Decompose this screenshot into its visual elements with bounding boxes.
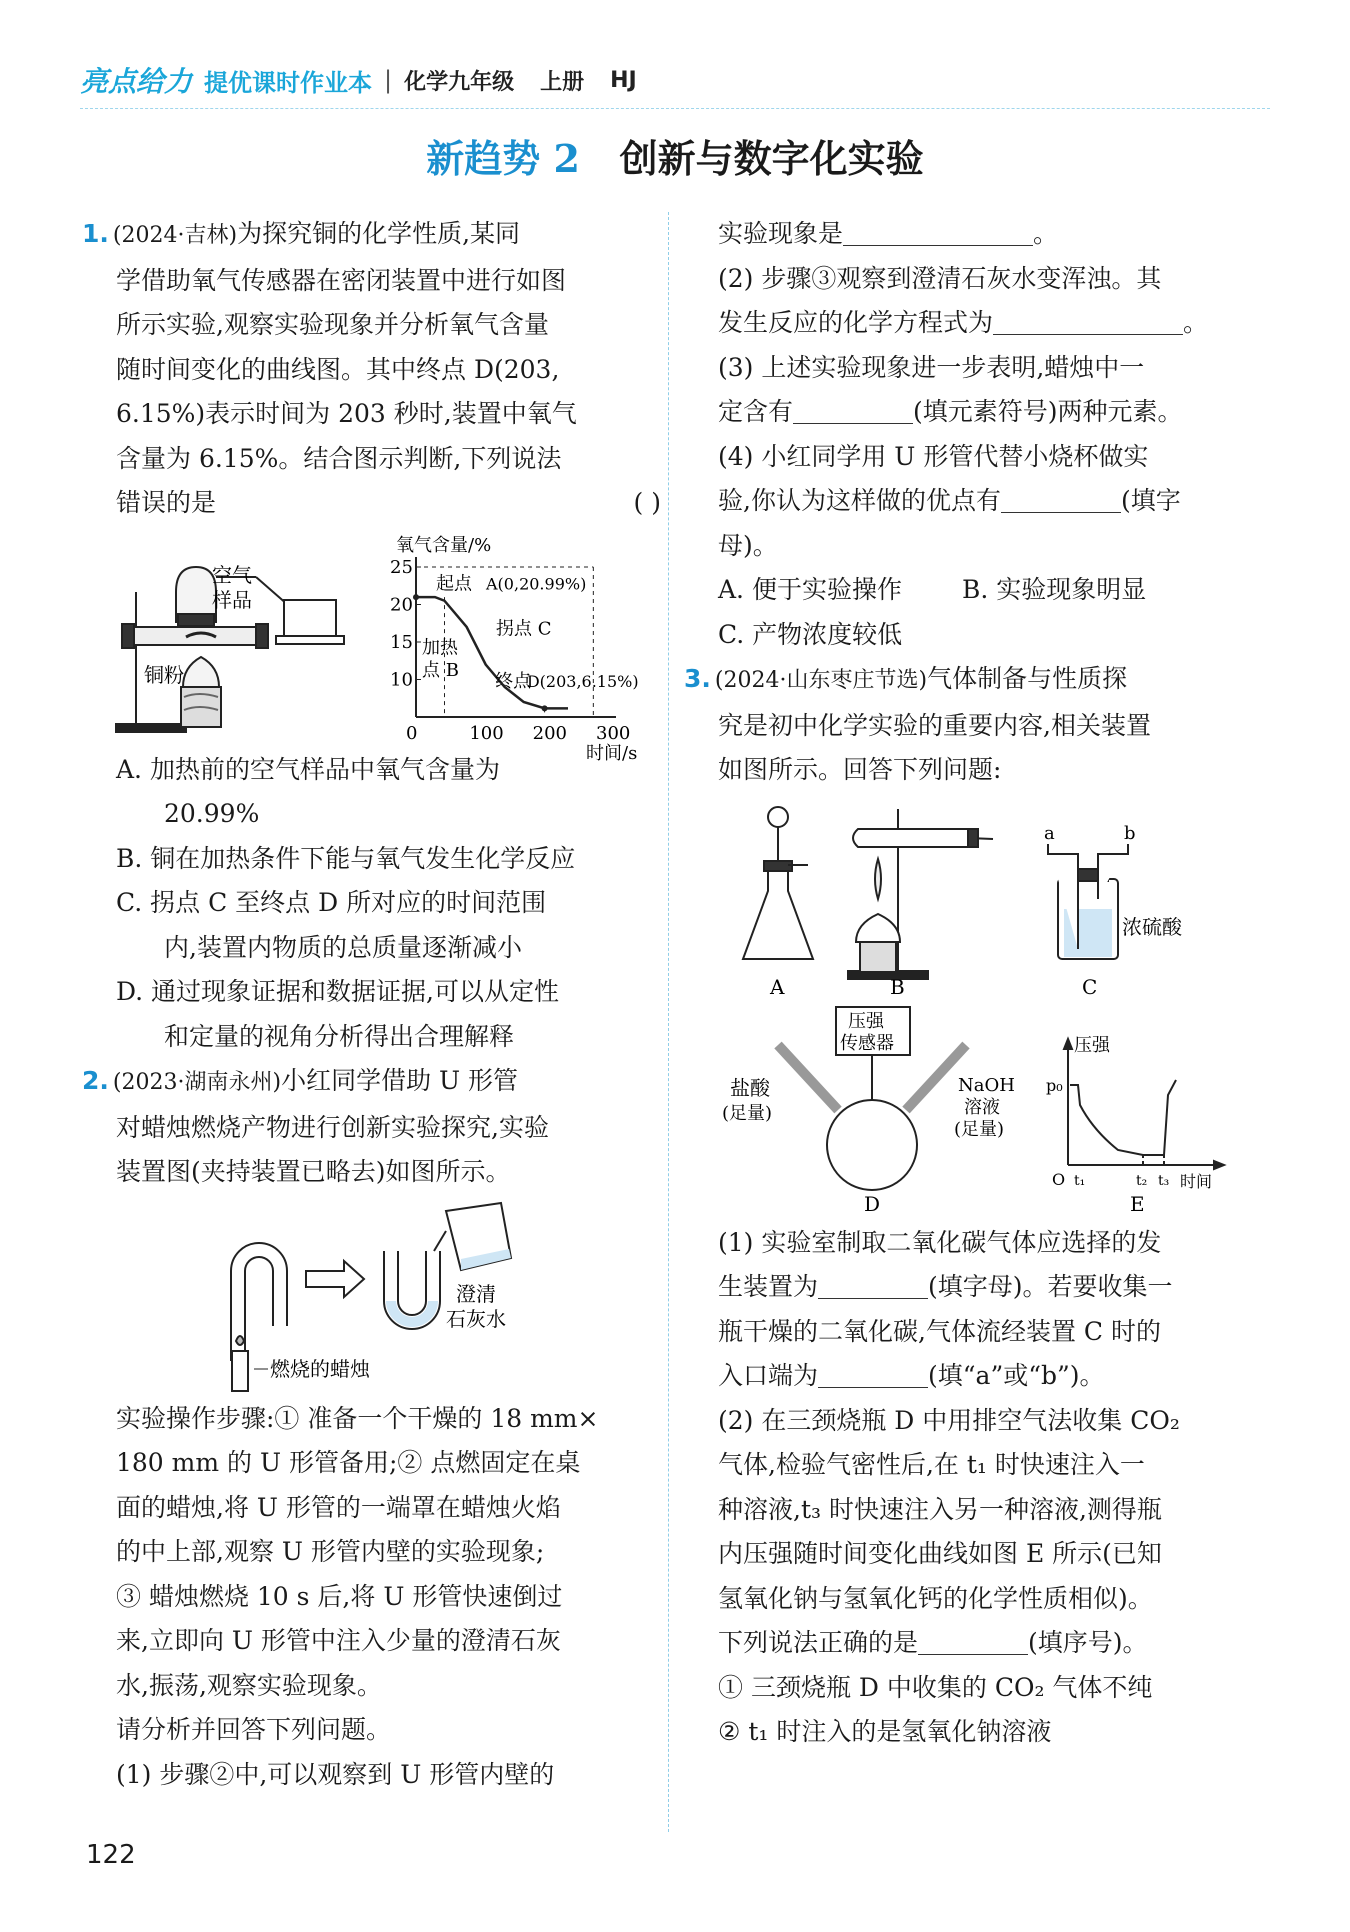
q1-line: 随时间变化的曲线图。其中终点 D(203, [116,354,560,384]
x-tick-label: 300 [596,722,631,744]
q2-text: 实验现象是 [718,219,844,248]
q1-option-d: D. 通过现象证据和数据证据,可以从定性 [116,977,559,1006]
answer-parenthesis: ( ) [633,488,661,517]
subject: 化学九年级 [404,69,515,95]
copper-apparatus [116,567,296,732]
q1-line: 6.15%)表示时间为 203 秒时,装置中氧气 [116,399,577,428]
hcl-label-2: (足量) [722,1102,773,1124]
answer-blank[interactable] [818,1357,928,1388]
q2-option-c: C. 产物浓度较低 [718,619,903,649]
time-axis-title: 时间 [1180,1171,1213,1191]
title-text: 创新与数字化实验 [619,136,924,181]
p0-label: p₀ [1046,1075,1063,1095]
heat-label-2: 点 B [422,659,459,681]
candle-label: 燃烧的蜡烛 [270,1356,370,1381]
q2-step: ③ 蜡烛燃烧 10 s 后,将 U 形管快速倒过 [116,1581,563,1611]
q2-line: 对蜡烛燃烧产物进行创新实验探究,实验 [116,1112,549,1142]
page-header [80,60,663,100]
sensor-label-1: 压强 [848,1010,884,1032]
air-label-2: 样品 [212,587,252,612]
q1-option-c: C. 拐点 C 至终点 D 所对应的时间范围 [116,888,547,917]
arrow-icon [306,1261,364,1297]
q2-number: 2. [82,1066,109,1095]
start-label: 起点 [436,573,472,594]
answer-blank[interactable] [843,215,1033,246]
q3-text: (1) 实验室制取二氧化碳气体应选择的发 [718,1227,1162,1257]
q3-text: 气体制备与性质探 [927,664,1128,693]
q3-text [718,1621,1258,1666]
label-e: E [1130,1191,1145,1216]
y-tick-label: 10 [390,669,413,690]
x-tick-label: 100 [469,722,504,744]
q3-statement-2: ② t₁ 时注入的是氢氧化钠溶液 [718,1717,1052,1746]
q3-text: 入口端为 [718,1361,819,1390]
copper-label: 铜粉 [144,662,184,687]
answer-blank[interactable] [793,393,913,424]
q2-cont: 母)。 [718,530,778,560]
hcl-label-1: 盐酸 [730,1075,770,1100]
q3-text [718,1354,1258,1399]
q3-text: 瓶干燥的二氧化碳,气体流经装置 C 时的 [718,1316,1161,1346]
volume: 上册 [540,69,585,95]
header-divider [80,108,1270,109]
q3-text: 氢氧化钠与氢氧化钙的化学性质相似)。 [718,1583,1153,1613]
t2-label: t₂ [1136,1172,1148,1189]
q1-option-a: A. 加热前的空气样品中氧气含量为 [116,754,500,784]
answer-blank[interactable] [918,1624,1028,1655]
q3-figure-abc [718,799,1258,999]
q2-cont [718,301,1258,346]
air-label-1: 空气 [212,562,252,587]
water-label-1: 澄清 [456,1281,496,1306]
label-b: B [890,974,905,999]
q1-option-b: B. 铜在加热条件下能与氧气发生化学反应 [116,843,576,873]
u-tube-after [384,1251,440,1329]
wash-bottle-c [1048,844,1128,959]
q3-text: 内压强随时间变化曲线如图 E 所示(已知 [718,1539,1162,1568]
q3-line: 如图所示。回答下列问题: [718,755,1002,784]
q2-option-a: A. 便于实验操作 [718,575,902,604]
q2-text: 发生反应的化学方程式为 [718,308,994,337]
q2-text: (填元素符号)两种元素。 [913,397,1183,426]
q3-text: (2) 在三颈烧瓶 D 中用排空气法收集 CO₂ [718,1405,1180,1435]
port-b: b [1124,822,1136,844]
q2-text: 小红同学借助 U 形管 [281,1066,519,1095]
y-tick-label: 15 [390,631,413,653]
x-axis-title: 时间/s [586,742,638,764]
q2-step: 的中上部,观察 U 形管内壁的实验现象; [116,1537,545,1566]
answer-blank[interactable] [818,1268,928,1299]
flask-apparatus-a [743,807,813,959]
q2-text: 验,你认为这样做的优点有 [718,486,1001,515]
q3-figure-de [718,1005,1258,1215]
point-a-label: A(0,20.99%) [486,574,587,593]
q2-cont: (4) 小红同学用 U 形管代替小烧杯做实 [718,441,1149,471]
naoh-label-2: 溶液 [964,1096,1000,1118]
q2-step: 来,立即向 U 形管中注入少量的澄清石灰 [116,1626,561,1655]
header-separator: | [384,66,393,94]
title-tag: 新趋势 2 [426,136,580,181]
pressure-chart-e [1064,1039,1224,1169]
end-label: 终点 [495,670,532,692]
q3-text: (填“a”或“b”)。 [928,1361,1105,1390]
q3-statement-1: ① 三颈烧瓶 D 中收集的 CO₂ 气体不纯 [718,1672,1153,1702]
q1-option-d-cont: 和定量的视角分析得出合理解释 [164,1021,515,1051]
beaker-icon [434,1203,511,1270]
q2-step: 180 mm 的 U 形管备用;② 点燃固定在桌 [116,1448,581,1477]
page-number: 122 [86,1840,136,1870]
q1-line: 含量为 6.15%。结合图示判断,下列说法 [116,443,562,473]
edition: HJ [610,67,637,93]
answer-blank[interactable] [993,304,1183,335]
label-d: D [864,1191,881,1216]
left-column [82,212,661,1797]
oxygen-chart [390,535,639,764]
sensor-label-2: 传感器 [840,1032,894,1054]
q2-step: 面的蜡烛,将 U 形管的一端罩在蜡烛火焰 [116,1492,561,1522]
t1-label: t₁ [1074,1172,1086,1189]
q2-step: 请分析并回答下列问题。 [116,1715,392,1744]
pressure-axis-title: 压强 [1074,1034,1110,1056]
y-axis-title: 氧气含量/% [396,534,492,556]
acid-label: 浓硫酸 [1122,914,1182,939]
q2-source: (2023·湖南永州) [112,1070,282,1095]
label-a: A [770,974,785,999]
q3-text: (填字母)。若要收集一 [928,1272,1173,1301]
q3-text: (填序号)。 [1028,1628,1148,1657]
book-subtitle: 提优课时作业本 [204,68,373,97]
laptop-icon [276,600,344,644]
column-divider [668,212,669,1832]
q2-text: 。 [1033,219,1059,248]
q1-text: 错误的是 [116,488,217,517]
brand-logo: 亮点给力 [80,65,193,98]
q3-text: 下列说法正确的是 [718,1628,919,1657]
q1-line-last [116,481,661,526]
q3-number: 3. [684,664,711,693]
q2-text: (填字 [1120,486,1181,515]
right-column [684,212,1258,1755]
port-a: a [1044,822,1055,844]
origin-label: O [1052,1169,1066,1189]
q2-cont: (3) 上述实验现象进一步表明,蜡烛中一 [718,352,1145,382]
q1-figure [116,532,661,764]
y-tick-label: 25 [390,556,413,578]
point-d-label: D(203,6.15%) [526,671,639,691]
data-point [542,705,548,711]
naoh-label-3: (足量) [954,1118,1005,1140]
q2-figure [116,1201,661,1391]
heating-apparatus-b [848,809,993,979]
q3-line: 究是初中化学实验的重要内容,相关装置 [718,710,1151,740]
q2-line: 装置图(夹持装置已略去)如图所示。 [116,1157,511,1186]
q3-line-0 [684,657,1258,704]
q2-step: 水,振荡,观察实验现象。 [116,1670,382,1700]
q1-source: (2024·吉林) [112,223,238,248]
data-point [413,594,419,600]
heat-label-1: 加热 [422,636,458,658]
q2-step: (1) 步骤②中,可以观察到 U 形管内壁的 [116,1759,555,1789]
q3-source: (2024·山东枣庄节选) [714,668,928,693]
x-tick-label: 200 [532,722,568,744]
page-title [0,128,1350,183]
water-label-2: 石灰水 [446,1306,506,1331]
q2-option-b: B. 实验现象明显 [961,575,1147,604]
q1-line: 学借助氧气传感器在密闭装置中进行如图 [116,265,567,295]
naoh-label-1: NaOH [958,1074,1015,1096]
q3-text: 种溶液,t₃ 时快速注入另一种溶液,测得瓶 [718,1494,1162,1524]
q3-text: 气体,检验气密性后,在 t₁ 时快速注入一 [718,1450,1145,1479]
answer-blank[interactable] [1001,482,1121,513]
y-tick-label: 20 [390,594,413,615]
q2-cont [718,212,1258,257]
q1-line-0 [82,212,661,259]
t3-label: t₃ [1158,1172,1170,1189]
inflect-label: 拐点 C [496,618,552,639]
q3-text: 生装置为 [718,1272,819,1301]
q1-number: 1. [82,219,109,248]
q2-line-0 [82,1059,661,1106]
q2-cont [718,390,1258,435]
q1-option-a-cont: 20.99% [164,799,260,828]
q2-text: 定含有 [718,397,794,426]
q2-step: 实验操作步骤:① 准备一个干燥的 18 mm× [116,1403,599,1433]
q3-text [718,1265,1258,1310]
x-tick-label: 0 [406,722,418,744]
q1-line: 所示实验,观察实验现象并分析氧气含量 [116,310,549,339]
q2-text: 。 [1183,308,1209,337]
q2-cont [718,479,1258,524]
q1-option-c-cont: 内,装置内物质的总质量逐渐减小 [164,932,522,962]
label-c: C [1082,974,1098,999]
q2-cont: (2) 步骤③观察到澄清石灰水变浑浊。其 [718,263,1162,293]
q2-options [718,568,1258,613]
q1-text: 为探究铜的化学性质,某同 [237,219,521,248]
